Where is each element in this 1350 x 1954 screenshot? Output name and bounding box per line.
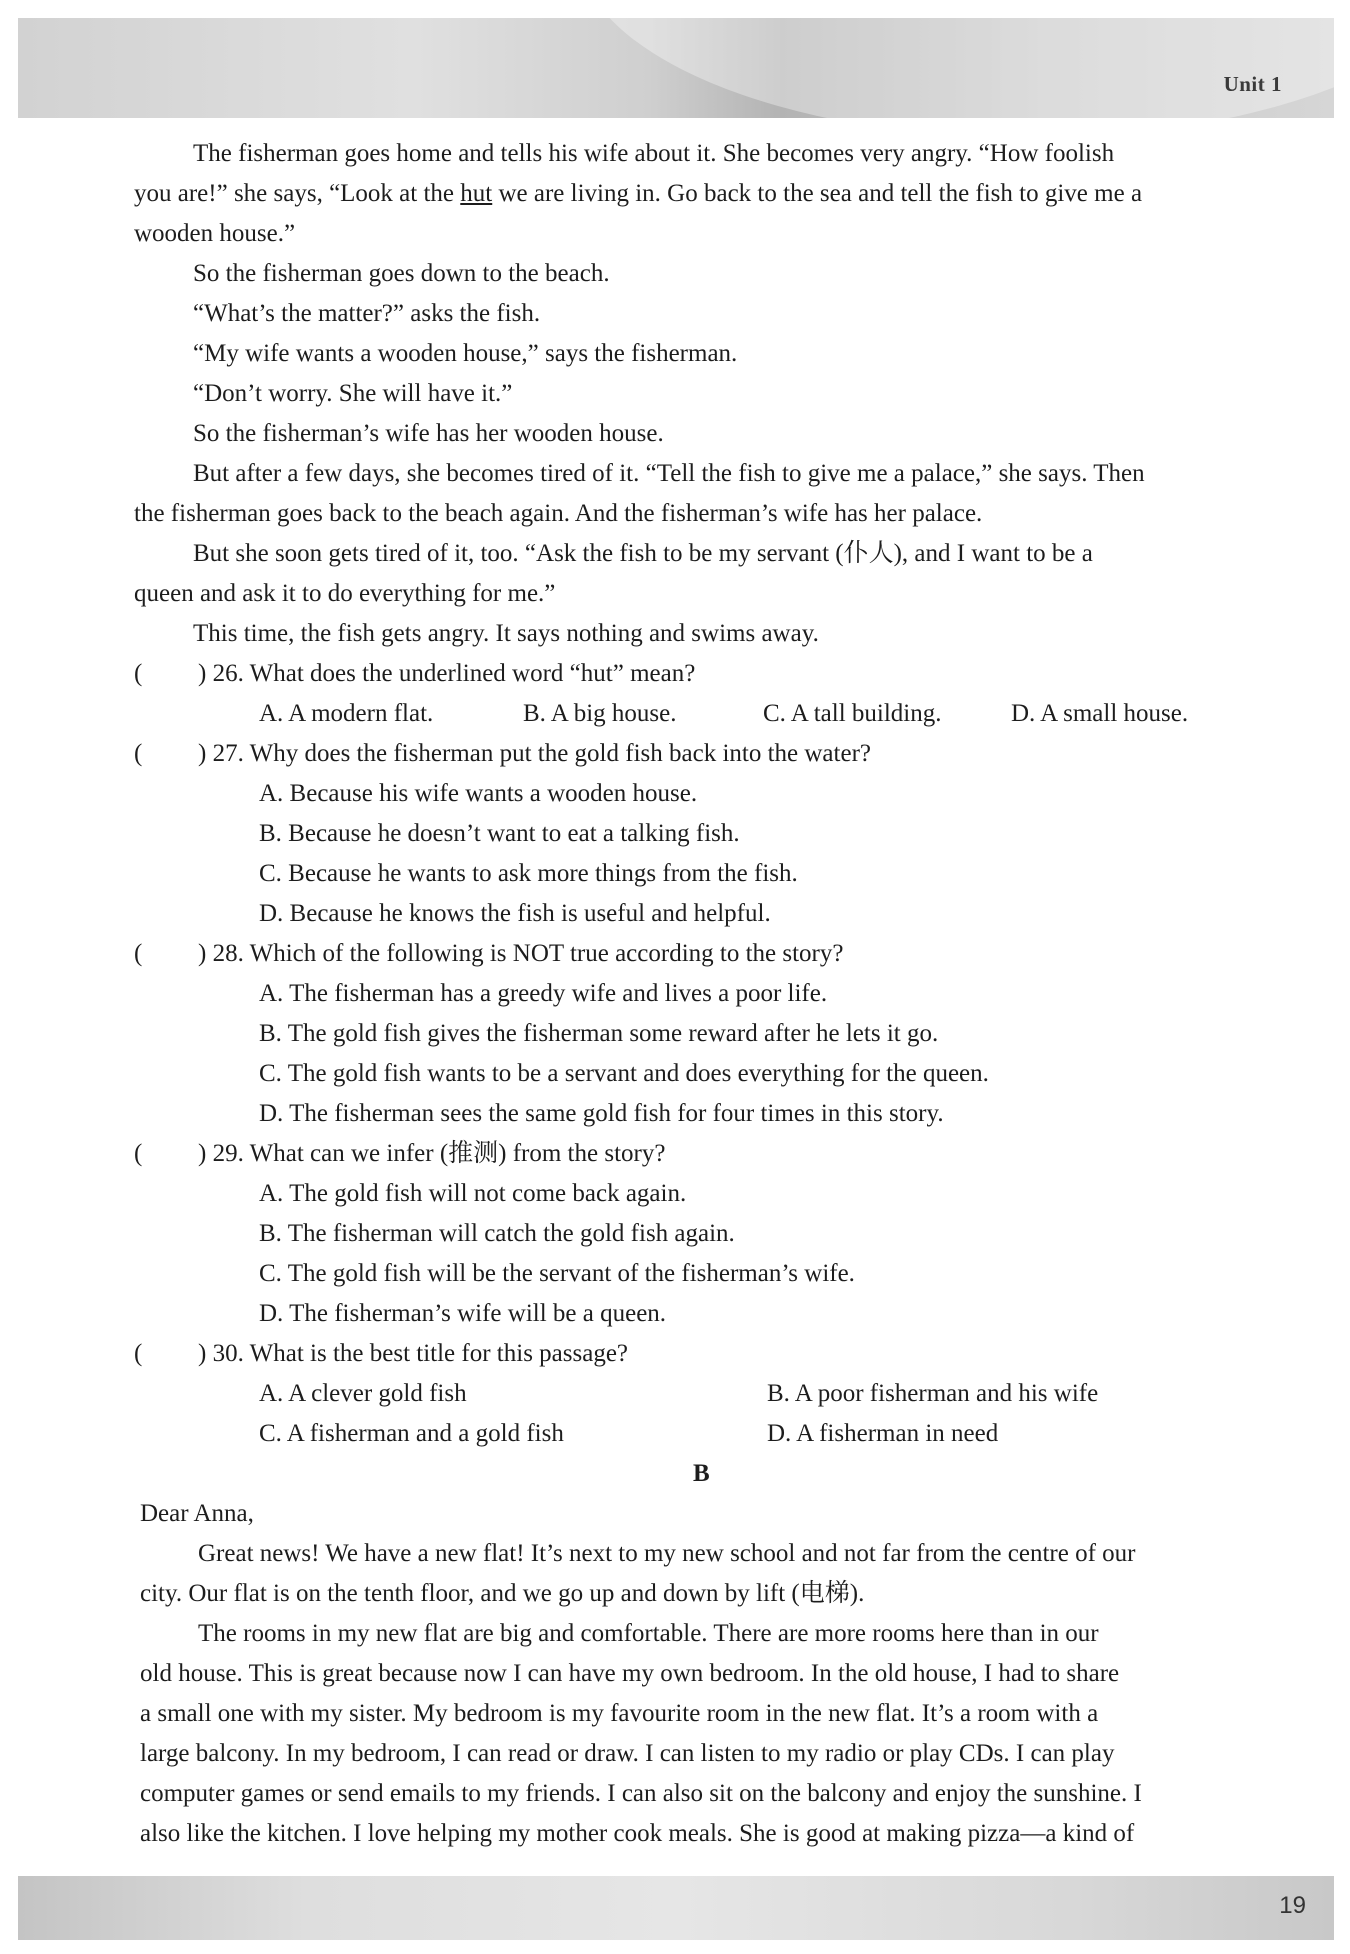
question-27-option-b: B. Because he doesn’t want to eat a talking fish. [259,820,740,847]
question-30-option-c: C. A fisherman and a gold fish [259,1420,564,1447]
section-b-line: large balcony. In my bedroom, I can read or draw. I can listen to my radio or play CDs. I can play [140,1740,1115,1767]
question-28-option-c: C. The gold fish wants to be a servant and does everything for the queen. [259,1060,989,1087]
question-27-option-d: D. Because he knows the fish is useful and helpful. [259,900,771,927]
question-28-option-d: D. The fisherman sees the same gold fish for four times in this story. [259,1100,944,1127]
passage-a-line: “Don’t worry. She will have it.” [193,380,513,407]
question-27-answer-blank[interactable]: ( [134,740,143,767]
question-29-answer-blank[interactable]: ( [134,1140,143,1167]
question-30-stem: ) 30. What is the best title for this passage? [198,1340,629,1367]
passage-a-line: the fisherman goes back to the beach again. And the fisherman’s wife has her palace. [134,500,983,527]
question-26-option-b: B. A big house. [523,700,677,727]
question-26-option-a: A. A modern flat. [259,700,434,727]
passage-a-line: “What’s the matter?” asks the fish. [193,300,541,327]
question-26-option-c: C. A tall building. [763,700,942,727]
section-b-heading: B [693,1460,710,1487]
page-header-band [18,18,1334,118]
question-29-stem: ) 29. What can we infer (推测) from the story? [198,1140,666,1167]
question-27-option-c: C. Because he wants to ask more things from the fish. [259,860,798,887]
question-26-option-d: D. A small house. [1011,700,1189,727]
question-28-stem: ) 28. Which of the following is NOT true according to the story? [198,940,844,967]
passage-a-line: So the fisherman goes down to the beach. [193,260,610,287]
question-28-option-b: B. The gold fish gives the fisherman some reward after he lets it go. [259,1020,939,1047]
passage-a-line: So the fisherman’s wife has her wooden house. [193,420,664,447]
unit-label: Unit 1 [1223,72,1282,96]
passage-a-line: queen and ask it to do everything for me.” [134,580,556,607]
page-footer-band [18,1876,1334,1940]
passage-a-line: wooden house.” [134,220,296,247]
section-b-line: Great news! We have a new flat! It’s next to my new school and not far from the centre of our [198,1540,1136,1567]
question-30-answer-blank[interactable]: ( [134,1340,143,1367]
question-27-option-a: A. Because his wife wants a wooden house. [259,780,698,807]
question-30-option-d: D. A fisherman in need [767,1420,999,1447]
section-b-line: The rooms in my new flat are big and comfortable. There are more rooms here than in our [198,1620,1099,1647]
question-30-option-b: B. A poor fisherman and his wife [767,1380,1099,1407]
passage-a-line: “My wife wants a wooden house,” says the fisherman. [193,340,738,367]
question-28-option-a: A. The fisherman has a greedy wife and lives a poor life. [259,980,828,1007]
passage-a-line: This time, the fish gets angry. It says nothing and swims away. [193,620,819,647]
section-b-line: computer games or send emails to my friends. I can also sit on the balcony and enjoy the sunshine. I [140,1780,1142,1807]
question-29-option-c: C. The gold fish will be the servant of the fisherman’s wife. [259,1260,855,1287]
passage-a-line: you are!” she says, “Look at the hut we are living in. Go back to the sea and tell the fish to give me a [134,180,1143,207]
question-29-option-d: D. The fisherman’s wife will be a queen. [259,1300,667,1327]
passage-a-line: But she soon gets tired of it, too. “Ask the fish to be my servant (仆人), and I want to be a [193,540,1093,567]
underlined-word-hut: hut [460,180,493,207]
question-26-answer-blank[interactable]: ( [134,660,143,687]
page-number: 19 [1279,1892,1306,1919]
question-26-stem: ) 26. What does the underlined word “hut” mean? [198,660,696,687]
passage-a-line: The fisherman goes home and tells his wife about it. She becomes very angry. “How foolish [193,140,1115,167]
section-b-line: also like the kitchen. I love helping my mother cook meals. She is good at making pizza—a kind of [140,1820,1135,1847]
section-b-line: old house. This is great because now I can have my own bedroom. In the old house, I had to share [140,1660,1120,1687]
section-b-line: a small one with my sister. My bedroom is my favourite room in the new flat. It’s a room with a [140,1700,1099,1727]
header-decoration [578,18,1334,118]
question-28-answer-blank[interactable]: ( [134,940,143,967]
question-27-stem: ) 27. Why does the fisherman put the gold fish back into the water? [198,740,871,767]
letter-salutation: Dear Anna, [140,1500,254,1527]
question-29-option-a: A. The gold fish will not come back again. [259,1180,687,1207]
question-29-option-b: B. The fisherman will catch the gold fish again. [259,1220,735,1247]
passage-a-line: But after a few days, she becomes tired of it. “Tell the fish to give me a palace,” she says. Then [193,460,1145,487]
section-b-line: city. Our flat is on the tenth floor, and we go up and down by lift (电梯). [140,1580,865,1607]
question-30-option-a: A. A clever gold fish [259,1380,467,1407]
